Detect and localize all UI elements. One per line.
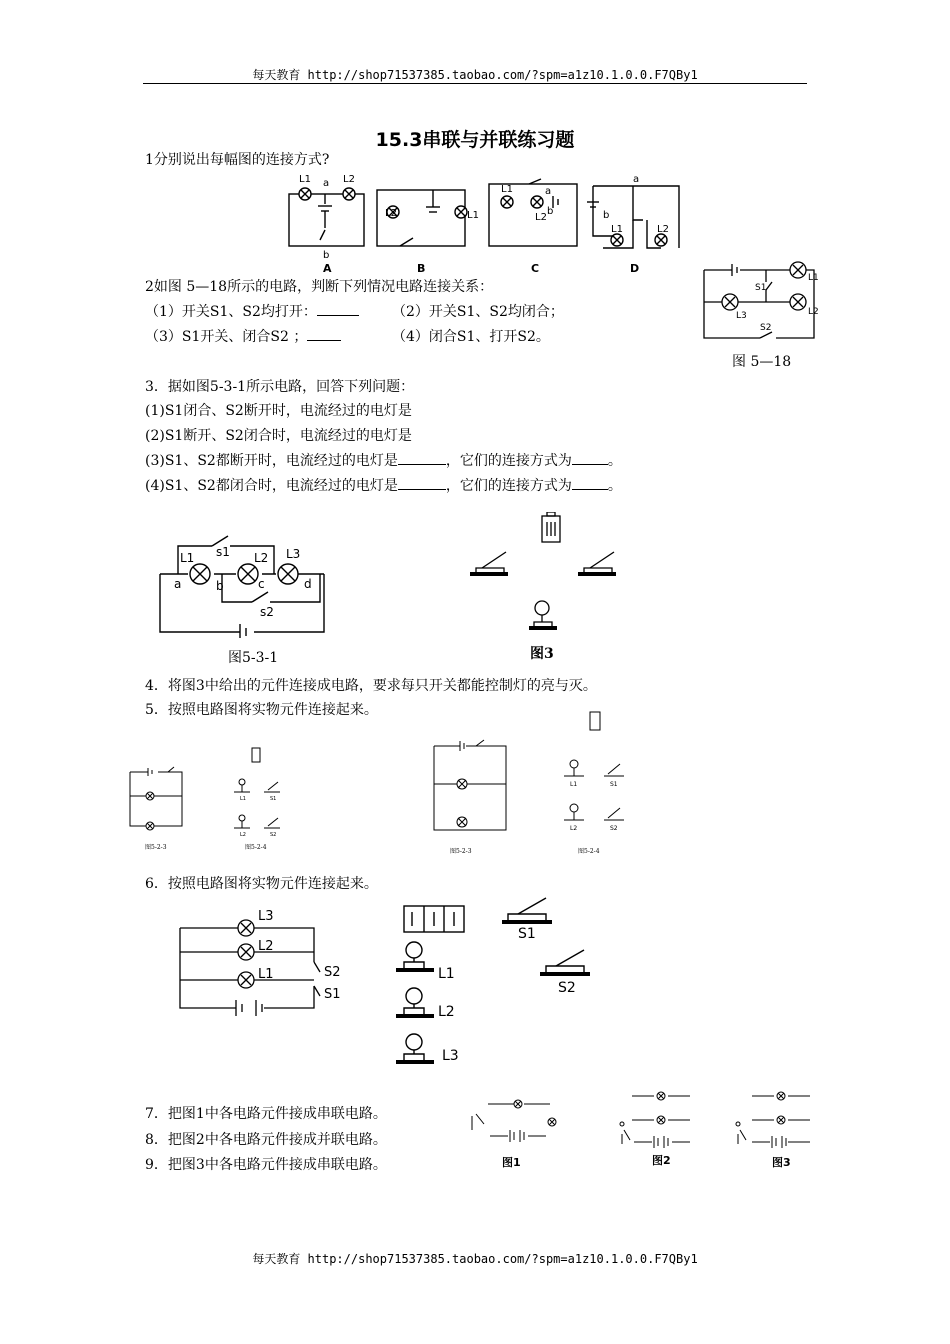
q3-p3-text-b: ，它们的连接方式为 xyxy=(445,453,572,469)
q3-label-s2: s2 xyxy=(260,605,274,619)
q3-label-l3: L3 xyxy=(286,547,301,561)
q5-caption-3: 图5-2-3 xyxy=(450,848,472,855)
q3-part-1: (1)S1闭合、S2断开时，电流经过的电灯是 xyxy=(145,403,412,419)
fig3-components xyxy=(462,512,642,636)
q2-p1-text: （1）开关S1、S2均打开： xyxy=(145,304,317,320)
q1-c-label-l1: L1 xyxy=(501,184,513,195)
q3-p3-blank-2[interactable] xyxy=(572,464,608,465)
q1-c-label-b: b xyxy=(547,206,554,217)
page-title: 15.3串联与并联练习题 xyxy=(375,129,575,151)
q6-circuit-label-l2: L2 xyxy=(258,939,274,954)
q2-label-l1: L1 xyxy=(808,273,819,283)
q1-d-label-l2: L2 xyxy=(657,224,669,235)
q3-label-b: b xyxy=(216,579,224,593)
q3-p3-blank-1[interactable] xyxy=(398,464,446,465)
q5-right-label-s2: S2 xyxy=(610,825,618,832)
q5-circuit-left xyxy=(128,766,188,832)
q6-circuit-label-s1: S1 xyxy=(324,987,341,1002)
q2-label-s1: S1 xyxy=(755,283,767,293)
q2-part-1 xyxy=(145,302,359,322)
q5-caption-1: 图5-2-3 xyxy=(145,844,167,851)
q3-p4-blank-1[interactable] xyxy=(398,489,446,490)
q3-intro: 3．据如图5-3-1所示电路，回答下列问题： xyxy=(145,379,415,395)
q6-part-label-l2: L2 xyxy=(438,1004,455,1020)
q6-part-label-l3: L3 xyxy=(442,1048,459,1064)
q1-fig-label-b: B xyxy=(417,262,426,275)
q3-label-l2: L2 xyxy=(254,551,269,565)
q5-left-label-s1: S1 xyxy=(270,796,277,802)
q3-label-s1: s1 xyxy=(216,545,230,559)
q2-p1-blank[interactable] xyxy=(317,315,359,316)
q5-left-label-l2: L2 xyxy=(240,832,246,838)
q3-p4-end: 。 xyxy=(607,478,622,494)
q1-a-label-l2: L2 xyxy=(343,174,355,185)
q1-b-label-l2: L2 xyxy=(385,208,397,219)
q1-fig-label-d: D xyxy=(630,262,640,275)
q3-p3-text-a: (3)S1、S2都断开时，电流经过的电灯是 xyxy=(145,453,398,469)
q1-d-label-a: a xyxy=(633,174,640,185)
q8-text: 8．把图2中各电路元件接成并联电路。 xyxy=(145,1132,387,1148)
fig3-caption: 图3 xyxy=(530,646,554,662)
q1-a-label-a: a xyxy=(323,178,330,189)
q5-text: 5．按照电路图将实物元件连接起来。 xyxy=(145,702,378,718)
q5-left-label-l1: L1 xyxy=(240,796,246,802)
q2-part-3 xyxy=(145,327,341,347)
q6-parts-figure xyxy=(390,896,610,1066)
q6-part-label-s2: S2 xyxy=(558,980,576,996)
q1-text: 1分别说出每幅图的连接方式? xyxy=(145,152,330,168)
q3-p4-text-b: ，它们的连接方式为 xyxy=(445,478,572,494)
q3-label-d: d xyxy=(304,577,312,591)
q3-circuit-figure xyxy=(150,526,342,638)
q5-caption-2: 图5-2-4 xyxy=(245,844,267,851)
q5-caption-4: 图5-2-4 xyxy=(578,848,600,855)
q7-9-figures xyxy=(462,1086,832,1172)
q6-circuit-label-l3: L3 xyxy=(258,909,274,924)
q3-label-l1: L1 xyxy=(180,551,195,565)
q1-b-label-l1: L1 xyxy=(467,210,479,221)
q5-parts-right xyxy=(560,710,630,838)
q1-a-label-l1: L1 xyxy=(299,174,311,185)
q6-part-label-s1: S1 xyxy=(518,926,536,942)
q6-circuit-label-s2: S2 xyxy=(324,965,341,980)
page-footer: 每天教育 http://shop71537385.taobao.com/?spm=a1z10.1.0.0.F7QBy1 xyxy=(252,1252,698,1266)
q3-fig-caption: 图5-3-1 xyxy=(228,650,279,666)
q6-circuit-label-l1: L1 xyxy=(258,967,274,982)
q2-label-l2: L2 xyxy=(808,307,819,317)
q2-p3-text: （3）S1开关、闭合S2 ； xyxy=(145,329,308,345)
q6-text: 6．按照电路图将实物元件连接起来。 xyxy=(145,876,378,892)
q7-fig-caption: 图1 xyxy=(502,1156,521,1169)
q3-part-2: (2)S1断开、S2闭合时，电流经过的电灯是 xyxy=(145,428,412,444)
q1-circuit-figures xyxy=(285,172,695,280)
q5-circuit-right xyxy=(430,738,510,834)
q6-part-label-l1: L1 xyxy=(438,966,455,982)
q2-intro: 2如图 5—18所示的电路，判断下列情况电路连接关系： xyxy=(145,279,494,295)
q5-left-label-s2: S2 xyxy=(270,832,277,838)
q3-p4-text-a: (4)S1、S2都闭合时，电流经过的电灯是 xyxy=(145,478,398,494)
q1-c-label-a: a xyxy=(545,186,552,197)
q6-circuit-figure xyxy=(172,906,352,1026)
q4-text: 4．将图3中给出的元件连接成电路，要求每只开关都能控制灯的亮与灭。 xyxy=(145,678,597,694)
q1-d-label-b: b xyxy=(603,210,610,221)
q3-p3-end: 。 xyxy=(607,453,622,469)
q5-right-label-l2: L2 xyxy=(570,825,578,832)
q2-p3-blank[interactable] xyxy=(307,340,341,341)
q1-a-label-b: b xyxy=(323,250,330,261)
q2-part-2: （2）开关S1、S2均闭合； xyxy=(392,304,564,320)
q1-fig-label-c: C xyxy=(531,262,540,275)
q9-text: 9．把图3中各电路元件接成串联电路。 xyxy=(145,1157,387,1173)
q9-fig-caption: 图3 xyxy=(772,1156,791,1169)
q5-parts-left xyxy=(228,746,288,838)
q1-c-label-l2: L2 xyxy=(535,212,547,223)
q5-right-label-s1: S1 xyxy=(610,781,618,788)
q8-fig-caption: 图2 xyxy=(652,1154,671,1167)
q3-p4-blank-2[interactable] xyxy=(572,489,608,490)
q3-label-a: a xyxy=(174,577,182,591)
header-rule xyxy=(143,83,807,84)
q2-fig-caption: 图 5—18 xyxy=(732,354,792,370)
q1-fig-label-a: A xyxy=(323,262,332,275)
q2-label-l3: L3 xyxy=(736,311,747,321)
q3-part-3 xyxy=(145,451,622,471)
q3-part-4 xyxy=(145,476,622,496)
q7-text: 7．把图1中各电路元件接成串联电路。 xyxy=(145,1106,387,1122)
q3-label-c: c xyxy=(258,577,265,591)
q2-circuit-figure xyxy=(700,258,830,343)
q2-label-s2: S2 xyxy=(760,323,772,333)
q5-right-label-l1: L1 xyxy=(570,781,578,788)
page-header: 每天教育 http://shop71537385.taobao.com/?spm=a1z10.1.0.0.F7QBy1 xyxy=(252,68,698,82)
q1-d-label-l1: L1 xyxy=(611,224,623,235)
q2-part-4: （4）闭合S1、打开S2。 xyxy=(392,329,550,345)
